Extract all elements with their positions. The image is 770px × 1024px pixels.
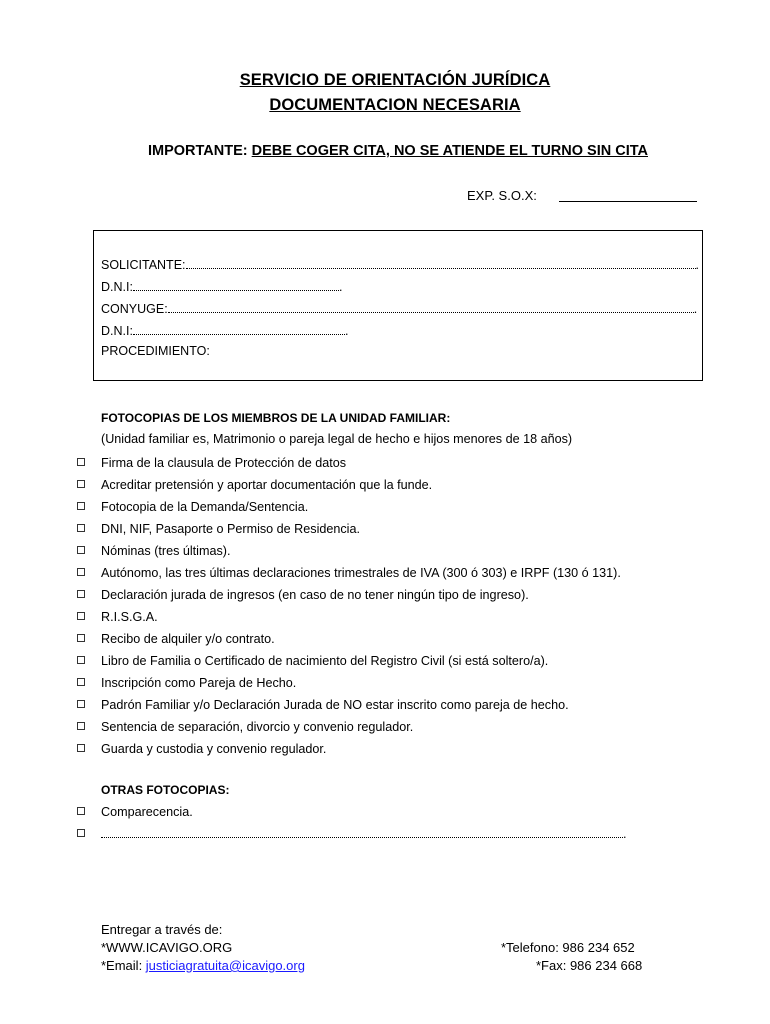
dni1-field[interactable]: D.N.I: . (101, 280, 343, 294)
checklist-item-label: Autónomo, las tres últimas declaraciones trimestrales de IVA (300 ó 303) e IRPF (130 ó 131). (101, 566, 621, 580)
conyuge-label: CONYUGE: (101, 302, 168, 316)
solicitante-dotted-line (186, 256, 696, 269)
checkbox[interactable] (77, 744, 85, 752)
checkbox[interactable] (77, 634, 85, 642)
checklist-item-label: Nóminas (tres últimas). (101, 544, 231, 558)
fax-text: *Fax: 986 234 668 (536, 958, 643, 973)
checklist-item-label: Acreditar pretensión y aportar documentación que la funde. (101, 478, 433, 492)
checkbox[interactable] (77, 546, 85, 554)
checkbox[interactable] (77, 458, 85, 466)
conyuge-dotted-line (168, 300, 694, 313)
checklist-item-label: Padrón Familiar y/o Declaración Jurada de NO estar inscrito como pareja de hecho. (101, 698, 569, 712)
other-section-title: OTRAS FOTOCOPIAS: (101, 783, 230, 797)
checklist-item-label: R.I.S.G.A. (101, 610, 158, 624)
blank-dotted-line (101, 827, 623, 838)
dni1-label: D.N.I: (101, 280, 133, 294)
checkbox[interactable] (77, 656, 85, 664)
email-link[interactable]: justiciagratuita@icavigo.org (145, 958, 305, 973)
family-section-title: FOTOCOPIAS DE LOS MIEMBROS DE LA UNIDAD FAMILIAR: (101, 411, 451, 425)
important-text: DEBE COGER CITA, NO SE ATIENDE EL TURNO SIN CITA (251, 143, 648, 159)
checklist-item-label: Firma de la clausula de Protección de datos (101, 456, 347, 470)
checkbox[interactable] (77, 480, 85, 488)
important-label: IMPORTANTE: (147, 143, 248, 159)
checklist-item-label: Guarda y custodia y convenio regulador. (101, 742, 327, 756)
blank-line[interactable]: . (101, 825, 627, 843)
website-text: *WWW.ICAVIGO.ORG (101, 940, 233, 955)
exp-label: EXP. S.O.X: (467, 188, 537, 203)
document-title: SERVICIO DE ORIENTACIÓN JURÍDICA (239, 71, 551, 89)
checkbox[interactable] (77, 722, 85, 730)
document-subtitle: DOCUMENTACION NECESARIA (269, 96, 521, 114)
checklist-item-label: Inscripción como Pareja de Hecho. (101, 676, 297, 690)
checklist-item-label: Fotocopia de la Demanda/Sentencia. (101, 500, 309, 514)
deliver-label: Entregar a través de: (101, 922, 223, 937)
email-label: *Email: (101, 958, 146, 973)
checklist-item-label: Recibo de alquiler y/o contrato. (101, 632, 275, 646)
conyuge-field[interactable]: CONYUGE: . (101, 302, 698, 316)
solicitante-field[interactable]: SOLICITANTE: . (101, 258, 699, 272)
phone-text: *Telefono: 986 234 652 (501, 940, 635, 955)
exp-field-line[interactable] (559, 201, 697, 202)
important-notice (0, 143, 770, 159)
dni2-dotted-line (133, 322, 345, 335)
other-item-label: Comparecencia. (101, 805, 193, 819)
checklist-item-label: DNI, NIF, Pasaporte o Permiso de Residencia. (101, 522, 360, 536)
checklist-item-label: Sentencia de separación, divorcio y convenio regulador. (101, 720, 414, 734)
email-line (101, 958, 305, 973)
family-note: (Unidad familiar es, Matrimonio o pareja legal de hecho e hijos menores de 18 años) (101, 432, 573, 446)
checkbox[interactable] (77, 502, 85, 510)
checkbox[interactable] (77, 590, 85, 598)
solicitante-label: SOLICITANTE: (101, 258, 186, 272)
checkbox[interactable] (77, 612, 85, 620)
checklist-item-label: Libro de Familia o Certificado de nacimiento del Registro Civil (si está soltero/a). (101, 654, 549, 668)
checkbox[interactable] (77, 568, 85, 576)
checkbox[interactable] (77, 829, 85, 837)
checkbox[interactable] (77, 524, 85, 532)
procedimiento-label: PROCEDIMIENTO: (101, 344, 210, 358)
checkbox[interactable] (77, 700, 85, 708)
dni2-label: D.N.I: (101, 324, 133, 338)
dni2-field[interactable]: D.N.I: . (101, 324, 349, 338)
checkbox[interactable] (77, 678, 85, 686)
checklist-item-label: Declaración jurada de ingresos (en caso de no tener ningún tipo de ingreso). (101, 588, 529, 602)
checkbox[interactable] (77, 807, 85, 815)
dni1-dotted-line (133, 278, 339, 291)
